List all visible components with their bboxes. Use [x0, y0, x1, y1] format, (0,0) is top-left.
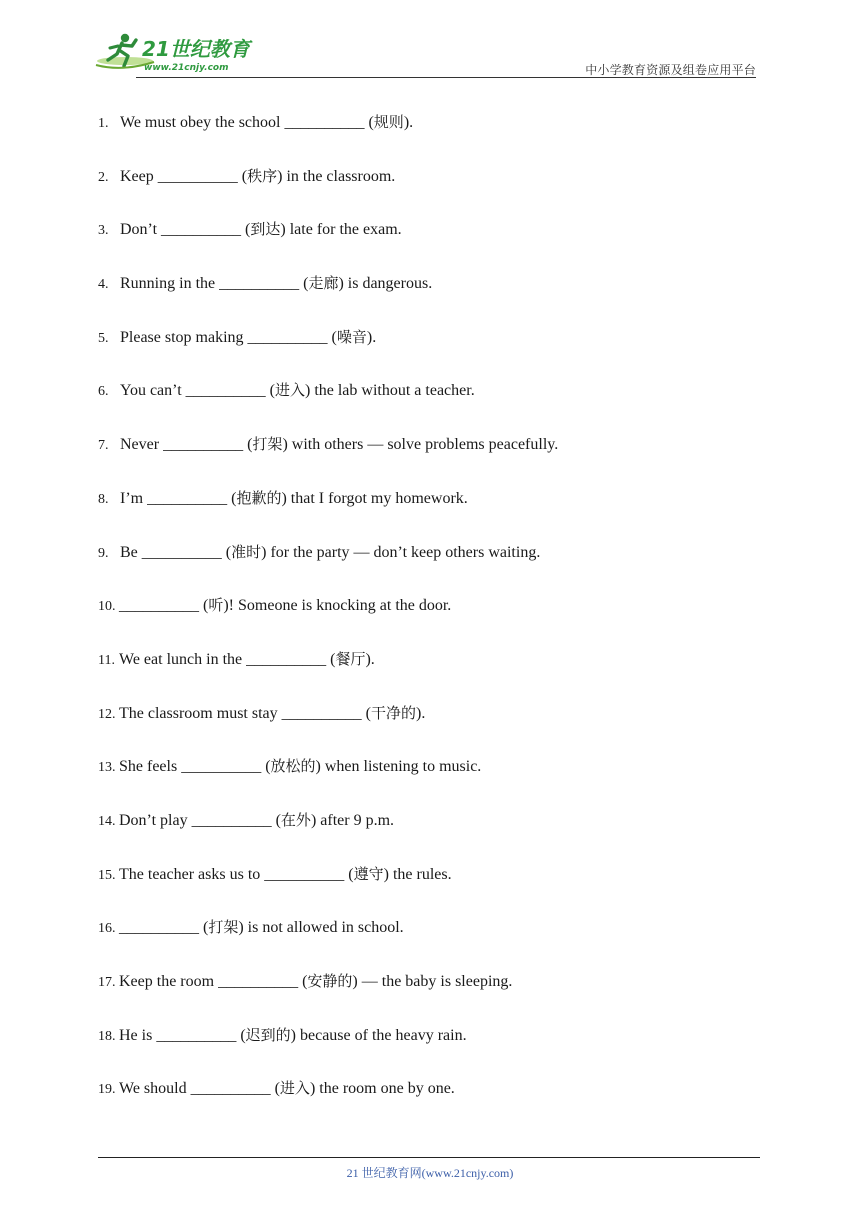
question-text-before: Keep [120, 167, 158, 185]
paren-close: ) [304, 382, 311, 400]
chinese-hint: 规则 [373, 113, 404, 131]
chinese-hint: 抱歉的 [236, 488, 282, 507]
paren-open: ( [227, 489, 237, 507]
chinese-hint: 准时 [231, 542, 262, 561]
question-text-before: Running in the [120, 275, 220, 293]
paren-close: ) [352, 973, 358, 990]
question-text-after: . [372, 328, 377, 346]
answer-blank: __________ [218, 973, 299, 990]
chinese-hint: 干净的 [370, 703, 416, 722]
question-number: 2. [98, 169, 109, 185]
question-text-before: Be [120, 543, 142, 561]
question-text-before: Don’t play [119, 811, 192, 829]
question-text-before: Please stop making [120, 328, 248, 346]
question-text-before: Keep the room [119, 973, 219, 990]
answer-blank: __________ [157, 167, 238, 185]
paren-close: ) [277, 167, 283, 185]
question-item [98, 967, 778, 1021]
paren-open: ( [221, 543, 232, 561]
answer-blank: __________ [141, 543, 222, 561]
answer-blank: __________ [247, 328, 328, 346]
question-text-after: — the baby is sleeping. [357, 973, 513, 990]
paren-open: ( [327, 328, 337, 346]
question-text-before: He is [119, 1026, 157, 1044]
question-text-before: Never [120, 436, 164, 454]
question-text-before: The classroom must stay [119, 704, 282, 722]
answer-blank: __________ [264, 865, 345, 883]
answer-blank: __________ [191, 811, 272, 829]
paren-open: ( [271, 811, 281, 829]
chinese-hint: 打架 [208, 918, 239, 937]
question-text-after: because of the heavy rain. [296, 1026, 467, 1044]
paren-open: ( [265, 382, 275, 400]
question-text-after: late for the exam. [285, 221, 402, 239]
question-item [98, 376, 778, 430]
answer-blank: __________ [147, 489, 228, 507]
paren-close: ) [238, 919, 244, 937]
question-item [98, 645, 778, 699]
paren-close: ) [365, 650, 371, 668]
question-text-after: after 9 p.m. [316, 811, 395, 829]
question-text-after: the rules. [388, 865, 452, 883]
chinese-hint: 听 [208, 596, 224, 615]
question-text-before: I’m [120, 489, 148, 507]
paren-close: ) [315, 758, 321, 776]
question-item [98, 591, 778, 645]
question-text-before: We should [119, 1080, 191, 1098]
question-number: 15. [98, 867, 116, 883]
question-text-after: ! Someone is knocking at the door. [228, 597, 452, 615]
question-text-after: is dangerous. [343, 275, 433, 293]
chinese-hint: 秩序 [247, 166, 278, 185]
paren-close: ) [366, 328, 373, 346]
paren-open: ( [237, 167, 248, 185]
question-text-after: with others — solve problems peacefully. [287, 436, 559, 454]
paren-close: ) [338, 275, 344, 293]
answer-blank: __________ [119, 597, 199, 615]
question-number: 18. [98, 1028, 116, 1044]
question-item [98, 752, 778, 806]
paren-open: ( [236, 1026, 246, 1044]
question-item [98, 860, 778, 914]
paren-close: ) [415, 704, 422, 722]
paren-close: ) [280, 221, 286, 239]
paren-close: ) [290, 1026, 296, 1044]
question-number: 16. [98, 921, 116, 937]
paren-open: ( [326, 650, 336, 668]
question-text-after: the lab without a teacher. [310, 382, 475, 400]
header-divider [136, 77, 756, 78]
chinese-hint: 餐厅 [335, 649, 366, 668]
question-number: 14. [98, 813, 116, 829]
question-text-after: when listening to music. [320, 758, 482, 776]
question-number: 8. [98, 491, 109, 507]
question-text-before: The teacher asks us to [119, 865, 265, 883]
site-logo [92, 32, 262, 76]
paren-open: ( [299, 275, 309, 293]
question-text-after: in the classroom. [282, 167, 396, 185]
question-text-after: for the party — don’t keep others waiting. [266, 543, 541, 561]
question-number: 13. [98, 760, 116, 776]
question-number: 6. [98, 384, 109, 400]
chinese-hint: 遵守 [353, 864, 384, 883]
paren-open: ( [344, 865, 354, 883]
answer-blank: __________ [190, 1080, 271, 1098]
paren-open: ( [199, 919, 209, 937]
platform-title: 中小学教育资源及组卷应用平台 [585, 63, 756, 77]
chinese-hint: 走廊 [308, 274, 339, 293]
paren-close: ) [403, 114, 410, 131]
answer-blank: __________ [185, 382, 266, 400]
question-text-after: . [421, 704, 426, 722]
paren-close: ) [310, 811, 317, 829]
question-text-before: She feels [119, 758, 182, 776]
paren-open: ( [298, 973, 308, 990]
chinese-hint: 迟到的 [245, 1025, 291, 1044]
question-number: 12. [98, 706, 116, 722]
answer-blank: __________ [119, 919, 199, 937]
chinese-hint: 进入 [279, 1079, 310, 1098]
question-item [98, 108, 778, 162]
question-number: 3. [98, 223, 109, 239]
logo-text: 21世纪教育 [142, 37, 250, 61]
paren-close: ) [383, 865, 389, 883]
question-number: 7. [98, 438, 109, 454]
footer-link[interactable]: 21 世纪教育网(www.21cnjy.com) [346, 1166, 514, 1180]
question-number: 10. [98, 599, 116, 615]
question-item [98, 215, 778, 269]
question-item [98, 484, 778, 538]
question-text-after: . [409, 114, 414, 131]
chinese-hint: 打架 [252, 435, 283, 454]
question-number: 19. [98, 1082, 116, 1098]
question-text-after: . [370, 650, 375, 668]
footer-divider [98, 1157, 760, 1158]
paren-open: ( [270, 1080, 280, 1098]
question-text-before: Don’t [120, 221, 162, 239]
paren-open: ( [261, 758, 271, 776]
answer-blank: __________ [161, 221, 242, 239]
answer-blank: __________ [219, 275, 300, 293]
answer-blank: __________ [246, 650, 327, 668]
question-text-before: We must obey the school [120, 114, 285, 131]
question-item [98, 269, 778, 323]
question-item [98, 1021, 778, 1075]
chinese-hint: 到达 [250, 220, 281, 239]
page-header [92, 30, 756, 78]
question-item [98, 430, 778, 484]
paren-close: ) [282, 436, 288, 454]
question-number: 17. [98, 975, 116, 990]
question-number: 5. [98, 330, 109, 346]
question-text-before: We eat lunch in the [119, 650, 247, 668]
paren-open: ( [361, 704, 371, 722]
chinese-hint: 噪音 [336, 327, 367, 346]
question-item [98, 699, 778, 753]
answer-blank: __________ [281, 704, 362, 722]
paren-close: ) [309, 1080, 316, 1098]
paren-open: ( [243, 436, 253, 454]
answer-blank: __________ [284, 114, 365, 131]
paren-close: ) [223, 597, 229, 615]
paren-close: ) [281, 489, 287, 507]
question-item [98, 162, 778, 216]
chinese-hint: 放松的 [270, 757, 316, 776]
paren-open: ( [364, 114, 374, 131]
question-item [98, 323, 778, 377]
answer-blank: __________ [156, 1026, 237, 1044]
chinese-hint: 进入 [274, 381, 305, 400]
question-number: 1. [98, 116, 109, 131]
question-item [98, 913, 778, 967]
question-number: 11. [98, 652, 115, 668]
logo-url: www.21cnjy.com [144, 63, 229, 73]
paren-open: ( [199, 597, 209, 615]
chinese-hint: 安静的 [307, 972, 353, 990]
question-text-after: that I forgot my homework. [286, 489, 468, 507]
paren-open: ( [241, 221, 251, 239]
question-number: 4. [98, 277, 109, 293]
question-text-after: is not allowed in school. [243, 919, 404, 937]
question-list [98, 108, 778, 1128]
paren-close: ) [261, 543, 267, 561]
chinese-hint: 在外 [280, 810, 311, 829]
question-item [98, 806, 778, 860]
question-item [98, 538, 778, 592]
question-item [98, 1074, 778, 1128]
question-number: 9. [98, 545, 109, 561]
question-text-before: You can’t [120, 382, 186, 400]
answer-blank: __________ [181, 758, 262, 776]
question-text-after: the room one by one. [315, 1080, 455, 1098]
answer-blank: __________ [163, 436, 244, 454]
